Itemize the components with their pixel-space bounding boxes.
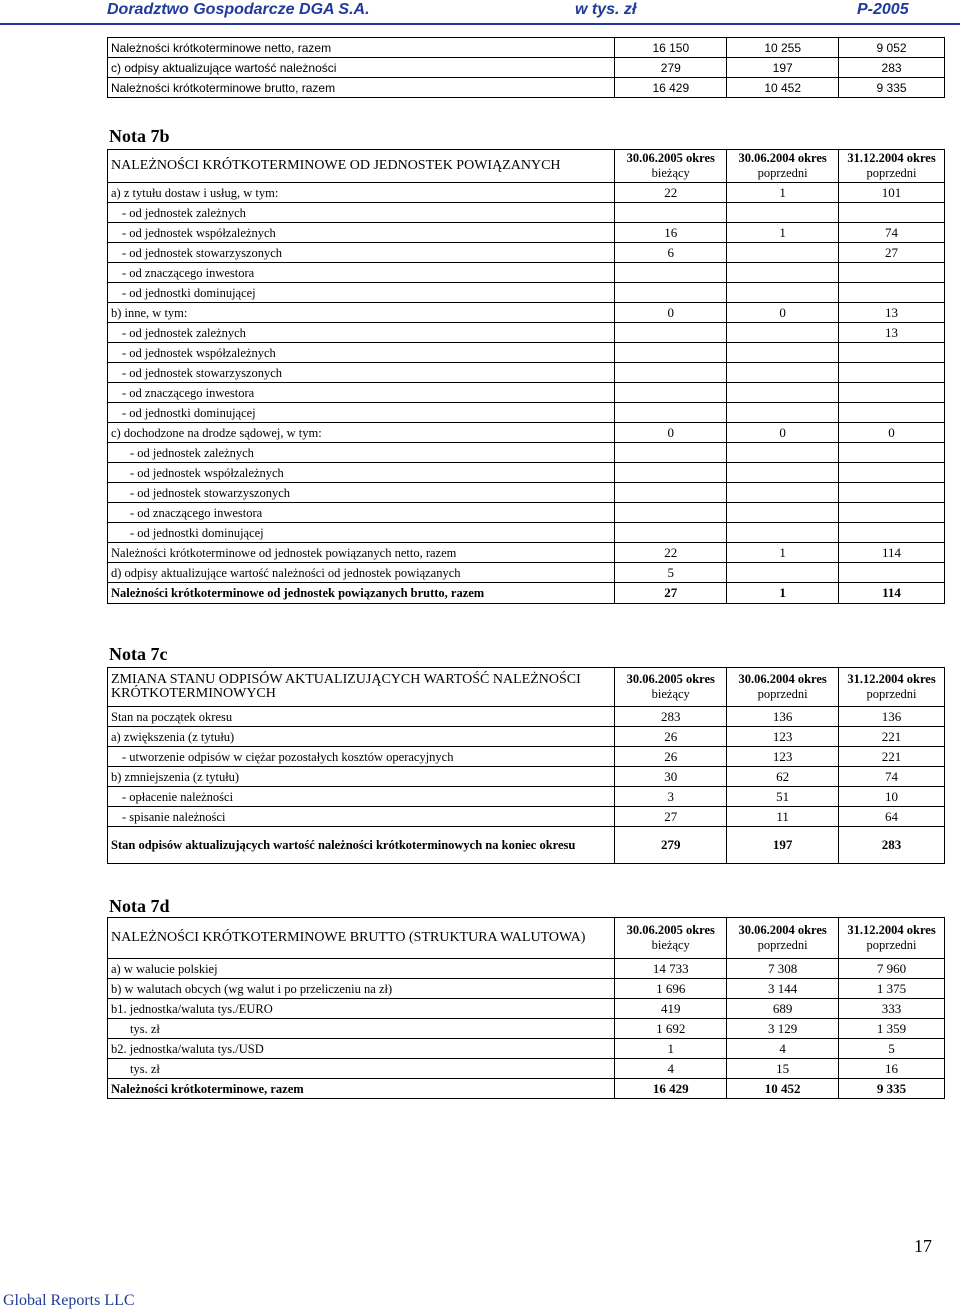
column-date: 30.06.2005 okres: [626, 672, 715, 686]
value-cell: [839, 463, 945, 483]
value-cell: 123: [727, 747, 839, 767]
value-cell: 3: [615, 787, 727, 807]
value-cell: 27: [839, 243, 945, 263]
value-cell: 30: [615, 767, 727, 787]
value-cell: 1: [727, 543, 839, 563]
value-cell: 10: [839, 787, 945, 807]
value-cell: [727, 523, 839, 543]
value-cell: [727, 383, 839, 403]
row-label: - opłacenie należności: [108, 787, 615, 807]
column-header: [615, 668, 727, 707]
value-cell: 10 255: [727, 38, 839, 58]
row-label: a) w walucie polskiej: [108, 959, 615, 979]
value-cell: [615, 483, 727, 503]
value-cell: 4: [727, 1039, 839, 1059]
value-cell: 221: [839, 727, 945, 747]
nota-7c-title: Nota 7c: [109, 644, 168, 664]
value-cell: 123: [727, 727, 839, 747]
value-cell: 1: [615, 1039, 727, 1059]
table-row: [108, 503, 945, 523]
value-cell: 101: [839, 183, 945, 203]
row-label: b) inne, w tym:: [108, 303, 615, 323]
page-number: 17: [914, 1236, 932, 1256]
value-cell: 136: [727, 707, 839, 727]
value-cell: 419: [615, 999, 727, 1019]
table-row: [108, 303, 945, 323]
table-row: [108, 283, 945, 303]
row-label: - spisanie należności: [108, 807, 615, 827]
value-cell: [727, 463, 839, 483]
row-label: - od jednostek stowarzyszonych: [108, 483, 615, 503]
value-cell: [839, 563, 945, 583]
table-row: [108, 203, 945, 223]
value-cell: 689: [727, 999, 839, 1019]
row-label: - od jednostek współzależnych: [108, 463, 615, 483]
table-row: [108, 1079, 945, 1099]
value-cell: 16: [839, 1059, 945, 1079]
value-cell: 197: [727, 58, 839, 78]
row-label: - od jednostek zależnych: [108, 203, 615, 223]
table-row: [108, 727, 945, 747]
unit-label: w tys. zł: [575, 1, 637, 18]
value-cell: 333: [839, 999, 945, 1019]
row-label: a) z tytułu dostaw i usług, w tym:: [108, 183, 615, 203]
nota-7b-title: Nota 7b: [109, 126, 170, 146]
value-cell: 74: [839, 767, 945, 787]
table-row: [108, 78, 945, 98]
table-row: [108, 523, 945, 543]
value-cell: [615, 323, 727, 343]
value-cell: 283: [839, 58, 945, 78]
period-label: P-2005: [857, 1, 909, 18]
row-label: - utworzenie odpisów w ciężar pozostałych kosztów operacyjnych: [108, 747, 615, 767]
table-header-row: [108, 668, 945, 707]
table-row: [108, 583, 945, 604]
row-label: - od jednostki dominującej: [108, 283, 615, 303]
table-row: [108, 38, 945, 58]
column-date: 30.06.2004 okres: [738, 151, 827, 165]
value-cell: 9 335: [839, 1079, 945, 1099]
value-cell: [727, 403, 839, 423]
column-date: 30.06.2005 okres: [626, 151, 715, 165]
column-period: bieżący: [651, 938, 690, 952]
column-period: bieżący: [651, 166, 690, 180]
row-label: tys. zł: [108, 1059, 615, 1079]
table-row: [108, 223, 945, 243]
value-cell: 9 335: [839, 78, 945, 98]
column-header: [839, 918, 945, 959]
row-label: - od jednostek zależnych: [108, 323, 615, 343]
row-label: tys. zł: [108, 1019, 615, 1039]
column-date: 30.06.2004 okres: [738, 672, 827, 686]
value-cell: 0: [615, 303, 727, 323]
value-cell: 64: [839, 807, 945, 827]
value-cell: [615, 443, 727, 463]
value-cell: [839, 283, 945, 303]
value-cell: 11: [727, 807, 839, 827]
nota-7b-table: [107, 149, 945, 604]
table-row: [108, 707, 945, 727]
value-cell: 22: [615, 543, 727, 563]
value-cell: 1: [727, 183, 839, 203]
row-label: - od jednostek stowarzyszonych: [108, 363, 615, 383]
value-cell: [839, 523, 945, 543]
column-period: poprzedni: [866, 166, 917, 180]
column-period: bieżący: [651, 687, 690, 701]
value-cell: [727, 323, 839, 343]
table-row: [108, 363, 945, 383]
table-row: [108, 1059, 945, 1079]
value-cell: 7 308: [727, 959, 839, 979]
table-row: [108, 243, 945, 263]
row-label: - od jednostek współzależnych: [108, 223, 615, 243]
value-cell: [615, 383, 727, 403]
value-cell: 0: [615, 423, 727, 443]
value-cell: 0: [727, 303, 839, 323]
row-label: b2. jednostka/waluta tys./USD: [108, 1039, 615, 1059]
column-header: [839, 150, 945, 183]
row-label: - od znaczącego inwestora: [108, 263, 615, 283]
column-header: [615, 918, 727, 959]
row-label: b) w walutach obcych (wg walut i po przeliczeniu na zł): [108, 979, 615, 999]
row-label: a) zwiększenia (z tytułu): [108, 727, 615, 747]
value-cell: [839, 483, 945, 503]
value-cell: 16 429: [615, 78, 727, 98]
value-cell: 3 144: [727, 979, 839, 999]
value-cell: [615, 523, 727, 543]
page-header: [0, 0, 960, 22]
column-period: poprzedni: [866, 938, 917, 952]
value-cell: 1: [727, 223, 839, 243]
value-cell: 1: [727, 583, 839, 604]
table-row: [108, 1019, 945, 1039]
table-row: [108, 463, 945, 483]
row-label: - od jednostki dominującej: [108, 523, 615, 543]
table-header-row: [108, 918, 945, 959]
value-cell: 136: [839, 707, 945, 727]
value-cell: 279: [615, 58, 727, 78]
value-cell: 10 452: [727, 1079, 839, 1099]
table-row: [108, 999, 945, 1019]
value-cell: 114: [839, 543, 945, 563]
row-label: - od jednostek zależnych: [108, 443, 615, 463]
table-header-row: [108, 150, 945, 183]
value-cell: [615, 403, 727, 423]
value-cell: 15: [727, 1059, 839, 1079]
table-row: [108, 979, 945, 999]
table-row: [108, 403, 945, 423]
value-cell: 0: [839, 423, 945, 443]
value-cell: [615, 503, 727, 523]
row-label: - od jednostki dominującej: [108, 403, 615, 423]
row-label: b1. jednostka/waluta tys./EURO: [108, 999, 615, 1019]
column-date: 31.12.2004 okres: [847, 923, 936, 937]
nota-7c-table: [107, 667, 945, 864]
row-label: - od znaczącego inwestora: [108, 503, 615, 523]
value-cell: [727, 483, 839, 503]
row-label: b) zmniejszenia (z tytułu): [108, 767, 615, 787]
value-cell: 74: [839, 223, 945, 243]
table-row: [108, 807, 945, 827]
value-cell: 283: [839, 827, 945, 864]
section-heading: NALEŻNOŚCI KRÓTKOTERMINOWE OD JEDNOSTEK POWIĄZANYCH: [108, 150, 615, 183]
column-date: 31.12.2004 okres: [847, 151, 936, 165]
value-cell: 1 696: [615, 979, 727, 999]
value-cell: 6: [615, 243, 727, 263]
table-row: [108, 787, 945, 807]
value-cell: [727, 343, 839, 363]
column-period: poprzedni: [757, 687, 808, 701]
row-label: - od znaczącego inwestora: [108, 383, 615, 403]
table-row: [108, 543, 945, 563]
row-label: Stan odpisów aktualizujących wartość należności krótkoterminowych na koniec okresu: [108, 827, 615, 864]
row-label: c) odpisy aktualizujące wartość należności: [108, 58, 615, 78]
value-cell: 10 452: [727, 78, 839, 98]
value-cell: [839, 383, 945, 403]
column-period: poprzedni: [866, 687, 917, 701]
value-cell: [727, 203, 839, 223]
value-cell: [727, 443, 839, 463]
value-cell: 3 129: [727, 1019, 839, 1039]
value-cell: 13: [839, 303, 945, 323]
column-period: poprzedni: [757, 166, 808, 180]
table-row: [108, 343, 945, 363]
table-row: [108, 443, 945, 463]
table-row: [108, 563, 945, 583]
value-cell: [615, 203, 727, 223]
value-cell: 1 692: [615, 1019, 727, 1039]
value-cell: 13: [839, 323, 945, 343]
value-cell: [615, 343, 727, 363]
column-header: [615, 150, 727, 183]
column-header: [727, 150, 839, 183]
value-cell: 114: [839, 583, 945, 604]
value-cell: [839, 343, 945, 363]
column-period: poprzedni: [757, 938, 808, 952]
row-label: Stan na początek okresu: [108, 707, 615, 727]
value-cell: 27: [615, 807, 727, 827]
value-cell: 0: [727, 423, 839, 443]
value-cell: 62: [727, 767, 839, 787]
value-cell: [727, 243, 839, 263]
row-label: Należności krótkoterminowe brutto, razem: [108, 78, 615, 98]
value-cell: [839, 503, 945, 523]
table-row: [108, 959, 945, 979]
table-row: [108, 58, 945, 78]
value-cell: 51: [727, 787, 839, 807]
value-cell: 9 052: [839, 38, 945, 58]
value-cell: 279: [615, 827, 727, 864]
table-row: [108, 767, 945, 787]
top-summary-table: [107, 37, 945, 98]
value-cell: 5: [839, 1039, 945, 1059]
table-row: [108, 1039, 945, 1059]
value-cell: 26: [615, 727, 727, 747]
value-cell: [727, 503, 839, 523]
value-cell: 4: [615, 1059, 727, 1079]
value-cell: 22: [615, 183, 727, 203]
value-cell: [839, 403, 945, 423]
value-cell: [839, 443, 945, 463]
row-label: - od jednostek współzależnych: [108, 343, 615, 363]
table-row: [108, 483, 945, 503]
table-row: [108, 323, 945, 343]
table-row: [108, 263, 945, 283]
table-row: [108, 183, 945, 203]
value-cell: [615, 283, 727, 303]
value-cell: 7 960: [839, 959, 945, 979]
value-cell: 16 429: [615, 1079, 727, 1099]
value-cell: 283: [615, 707, 727, 727]
value-cell: [727, 363, 839, 383]
row-label: Należności krótkoterminowe od jednostek powiązanych brutto, razem: [108, 583, 615, 604]
row-label: Należności krótkoterminowe od jednostek powiązanych netto, razem: [108, 543, 615, 563]
value-cell: 221: [839, 747, 945, 767]
value-cell: 16: [615, 223, 727, 243]
value-cell: [839, 263, 945, 283]
column-date: 30.06.2004 okres: [738, 923, 827, 937]
value-cell: 16 150: [615, 38, 727, 58]
nota-7d-table: [107, 917, 945, 1099]
value-cell: [615, 263, 727, 283]
table-row: [108, 747, 945, 767]
value-cell: 197: [727, 827, 839, 864]
section-heading: ZMIANA STANU ODPISÓW AKTUALIZUJĄCYCH WARTOŚĆ NALEŻNOŚCI KRÓTKOTERMINOWYCH: [108, 668, 615, 707]
table-row: [108, 383, 945, 403]
column-header: [727, 918, 839, 959]
value-cell: [727, 263, 839, 283]
value-cell: [615, 363, 727, 383]
row-label: Należności krótkoterminowe netto, razem: [108, 38, 615, 58]
footer-text: Global Reports LLC: [3, 1292, 135, 1309]
value-cell: [727, 283, 839, 303]
column-header: [839, 668, 945, 707]
column-header: [727, 668, 839, 707]
value-cell: 26: [615, 747, 727, 767]
table-row: [108, 827, 945, 864]
value-cell: 5: [615, 563, 727, 583]
row-label: c) dochodzone na drodze sądowej, w tym:: [108, 423, 615, 443]
value-cell: 1 375: [839, 979, 945, 999]
row-label: Należności krótkoterminowe, razem: [108, 1079, 615, 1099]
value-cell: [839, 203, 945, 223]
header-rule: [0, 23, 960, 25]
row-label: - od jednostek stowarzyszonych: [108, 243, 615, 263]
value-cell: [839, 363, 945, 383]
table-row: [108, 423, 945, 443]
value-cell: [615, 463, 727, 483]
nota-7d-title: Nota 7d: [109, 896, 170, 916]
company-name: Doradztwo Gospodarcze DGA S.A.: [107, 1, 370, 18]
column-date: 31.12.2004 okres: [847, 672, 936, 686]
column-date: 30.06.2005 okres: [626, 923, 715, 937]
value-cell: 27: [615, 583, 727, 604]
value-cell: 1 359: [839, 1019, 945, 1039]
value-cell: 14 733: [615, 959, 727, 979]
value-cell: [727, 563, 839, 583]
row-label: d) odpisy aktualizujące wartość należności od jednostek powiązanych: [108, 563, 615, 583]
section-heading: NALEŻNOŚCI KRÓTKOTERMINOWE BRUTTO (STRUKTURA WALUTOWA): [108, 918, 615, 959]
